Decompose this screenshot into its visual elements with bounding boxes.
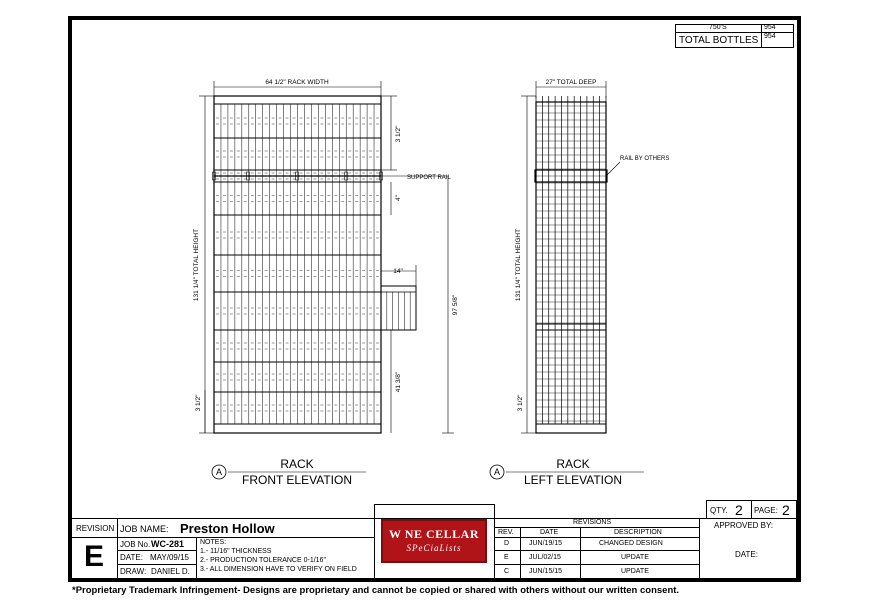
draw-label: DRAW: — [120, 567, 147, 576]
rev-row-3-desc — [580, 564, 700, 579]
note-2: 2.- PRODUCTION TOLERANCE 0-1/16" — [200, 557, 326, 564]
job-name: Preston Hollow — [180, 521, 275, 536]
revision-label-cell — [72, 518, 118, 538]
rev-row-1-date — [520, 537, 581, 551]
revision-label: REVISION — [76, 524, 115, 533]
page-cell — [751, 500, 797, 519]
logo-main-text: W NE CELLAR — [389, 527, 479, 541]
rev-header-rev-text: REV. — [498, 529, 514, 536]
rev-header-date-text: DATE — [540, 529, 559, 536]
rev-row-3-rev-text: C — [504, 568, 510, 575]
logo-cell — [374, 504, 495, 579]
front-bottom-dim-label: 3 1/2" — [195, 394, 202, 412]
rev-row-1-date-text: JUN/19/15 — [529, 540, 563, 547]
qty-value: 2 — [735, 502, 743, 518]
rev-row-3-rev — [494, 564, 521, 579]
rev-row-2-date-text: JUL/02/15 — [529, 554, 561, 561]
rev-row-1-rev — [494, 537, 521, 551]
front-total-height-label: 131 1/4" TOTAL HEIGHT — [193, 228, 200, 302]
draw-value: DANIEL D. — [151, 567, 190, 576]
front-top-dim-label: 3 1/2" — [395, 125, 402, 143]
support-rail-label: SUPPORT RAIL — [407, 175, 451, 181]
date-label: DATE: — [120, 553, 143, 562]
rev-row-3-desc-text: UPDATE — [621, 568, 649, 575]
rev-row-2-desc — [580, 550, 700, 565]
rev-row-2-rev-text: E — [504, 554, 509, 561]
front-marker-letter: A — [215, 467, 223, 477]
rev-row-3-date — [520, 564, 581, 579]
company-logo — [381, 519, 487, 563]
approved-by-label: APPROVED BY: — [714, 521, 774, 530]
side-marker-letter: A — [493, 467, 501, 477]
date-cell — [117, 550, 197, 565]
side-bottom-dim-label: 3 1/2" — [517, 394, 524, 412]
bottles-label-top: 750'S — [709, 24, 727, 31]
revision-letter-cell — [72, 537, 118, 579]
note-3: 3.- ALL DIMENSION HAVE TO VERIFY ON FIELD — [200, 566, 357, 573]
qty-cell — [706, 500, 752, 519]
qty-label: QTY. — [710, 506, 728, 515]
front-subtitle: FRONT ELEVATION — [241, 473, 353, 487]
revisions-title: REVISIONS — [573, 519, 612, 526]
logo-sub-text: SPeCiaLists — [406, 543, 462, 553]
bottles-label-total: TOTAL BOTTLES — [679, 35, 759, 46]
approval-cell — [699, 518, 797, 579]
shelf-height-label: 97 5/8" — [452, 294, 459, 316]
rev-header-desc-text: DESCRIPTION — [614, 529, 662, 536]
rev-row-2-date — [520, 550, 581, 565]
rev-row-1-rev-text: D — [504, 540, 510, 547]
side-subtitle: LEFT ELEVATION — [523, 473, 623, 487]
side-total-height-label: 131 1/4" TOTAL HEIGHT — [515, 228, 522, 302]
job-name-cell — [117, 518, 375, 538]
job-no-label: JOB No. — [120, 540, 151, 549]
lower-height-label: 41 3/8" — [395, 371, 402, 393]
front-mid-dim-label: 4" — [395, 195, 402, 201]
page-label: PAGE: — [754, 506, 778, 515]
rev-row-3-date-text: JUN/15/15 — [529, 568, 563, 575]
shelf-width-label: 14" — [393, 268, 403, 275]
date-value: MAY/09/15 — [150, 553, 189, 562]
rev-row-1-desc — [580, 537, 700, 551]
proprietary-notice: *Proprietary Trademark Infringement- Designs are proprietary and cannot be copied or shared with others without our written consent. — [72, 585, 680, 596]
left-elevation-rack — [535, 96, 607, 433]
draw-cell — [117, 564, 197, 579]
front-rack-width-label: 64 1/2" RACK WIDTH — [265, 79, 329, 86]
job-name-label: JOB NAME: — [120, 524, 169, 534]
bottles-value-total: 954 — [764, 33, 776, 40]
side-title: RACK — [556, 457, 590, 471]
revision-letter: E — [84, 540, 105, 573]
rev-row-1-desc-text: CHANGED DESIGN — [599, 540, 663, 547]
front-title: RACK — [280, 457, 314, 471]
page-value: 2 — [782, 502, 790, 518]
bottles-value-top: 954 — [764, 24, 776, 31]
rev-row-2-rev — [494, 550, 521, 565]
rev-row-2-desc-text: UPDATE — [621, 554, 649, 561]
notes-cell — [196, 537, 375, 579]
job-no-cell — [117, 537, 197, 551]
note-1: 1.- 11/16" THICKNESS — [200, 548, 272, 555]
approval-date-label: DATE: — [735, 550, 758, 559]
notes-label: NOTES: — [200, 539, 227, 546]
job-no: WC-281 — [151, 539, 185, 549]
front-elevation-rack — [213, 96, 417, 433]
rail-by-others-label: RAIL BY OTHERS — [620, 156, 670, 162]
side-total-deep-label: 27" TOTAL DEEP — [545, 79, 597, 86]
